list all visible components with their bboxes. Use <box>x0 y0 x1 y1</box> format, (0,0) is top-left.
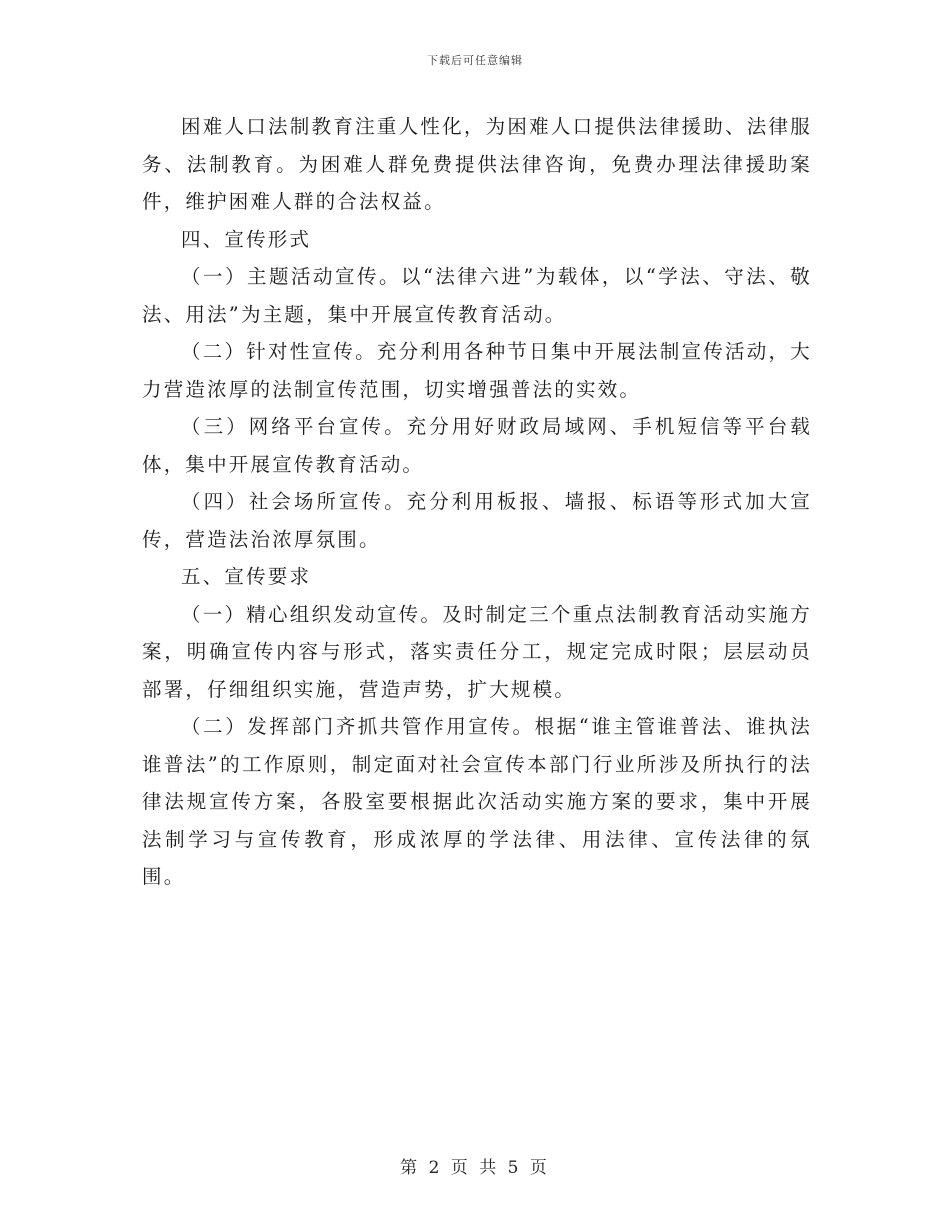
document-body <box>142 108 812 896</box>
section-heading-publicity-forms: 四、宣传形式 <box>181 227 312 251</box>
page-header-note: 下载后可任意编辑 <box>427 54 523 67</box>
page-number-footer: 第 2 页 共 5 页 <box>400 1158 550 1178</box>
paragraph-organize-mobilize: （一）精心组织发动宣传。及时制定三个重点法制教育活动实施方案，明确宣传内容与形式，落实责任分工，规定完成时限；层层动员部署，仔细组织实施，营造声势，扩大规模。 <box>142 602 812 701</box>
paragraph-departments-cooperation: （二）发挥部门齐抓共管作用宣传。根据“谁主管谁普法、谁执法谁普法”的工作原则，制定面对社会宣传本部门行业所涉及所执行的法律法规宣传方案，各股室要根据此次活动实施方案的要求，集中开展法制学习与宣传教育，形成浓厚的学法律、用法律、宣传法律的氛围。 <box>142 715 812 888</box>
section-heading-publicity-requirements: 五、宣传要求 <box>181 565 312 588</box>
paragraph-targeted-publicity: （二）针对性宣传。充分利用各种节日集中开展法制宣传活动，大力营造浓厚的法制宣传范围，切实增强普法的实效。 <box>142 340 812 401</box>
paragraph-theme-activity: （一）主题活动宣传。以“法律六进”为载体，以“学法、守法、敬法、用法”为主题，集中开展宣传教育活动。 <box>142 265 812 326</box>
paragraph-public-venues: （四）社会场所宣传。充分利用板报、墙报、标语等形式加大宣传，营造法治浓厚氛围。 <box>142 490 812 551</box>
paragraph-legal-aid: 困难人口法制教育注重人性化，为困难人口提供法律援助、法律服务、法制教育。为困难人群免费提供法律咨询，免费办理法律援助案件，维护困难人群的合法权益。 <box>142 115 812 213</box>
paragraph-network-platform: （三）网络平台宣传。充分用好财政局域网、手机短信等平台载体，集中开展宣传教育活动。 <box>142 415 812 476</box>
